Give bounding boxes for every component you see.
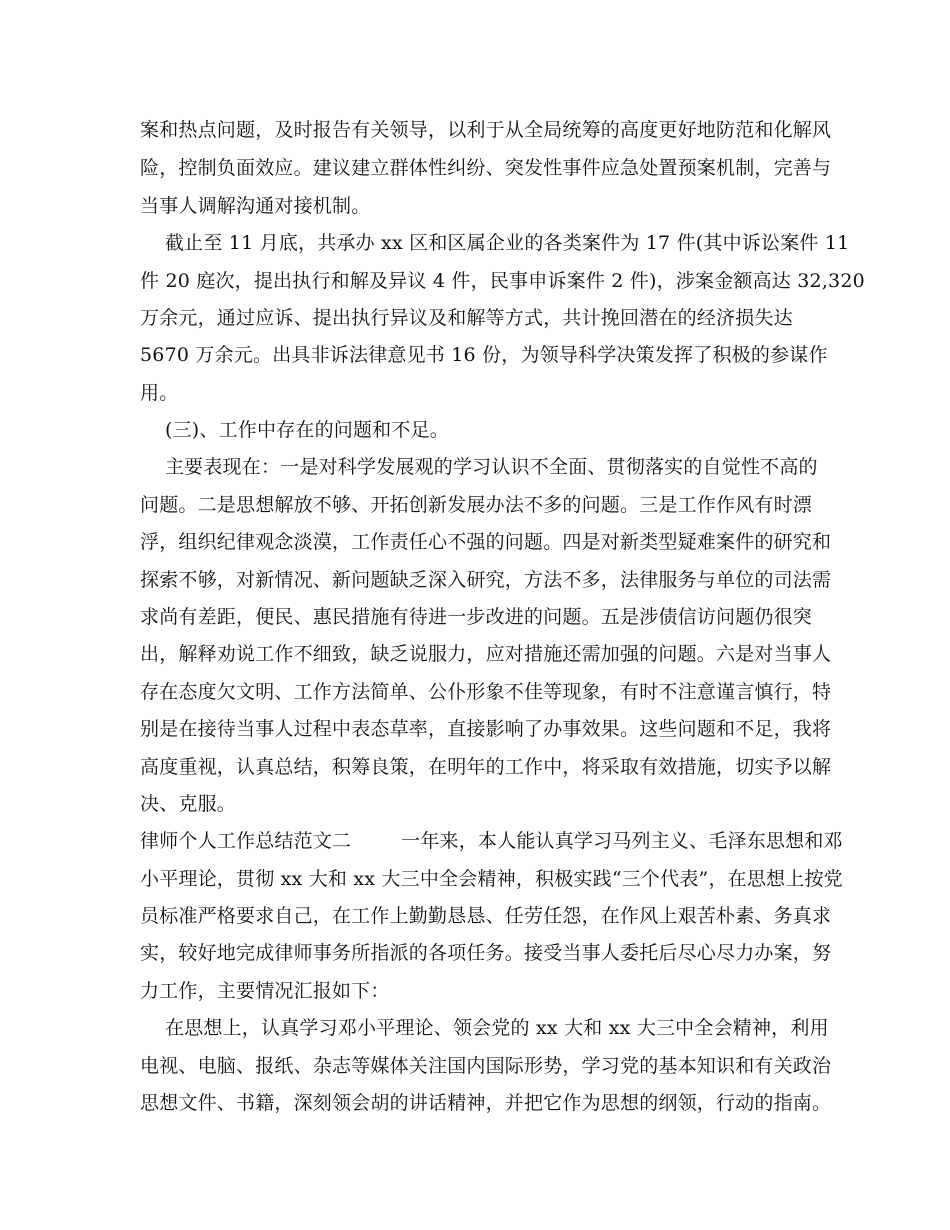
text-line: 高度重视，认真总结，积筹良策，在明年的工作中，将采取有效措施，切实予以解 xyxy=(140,756,832,778)
text-line: 思想文件、书籍，深刻领会胡的讲话精神，并把它作为思想的纲领，行动的指南。 xyxy=(140,1092,832,1114)
document-subtitle-line: 律师个人工作总结范文二 一年来，本人能认真学习马列主义、毛泽东思想和邓 xyxy=(140,830,843,852)
text-line: 当事人调解沟通对接机制。 xyxy=(140,195,371,217)
text-line: 力工作，主要情况汇报如下： xyxy=(140,980,390,1002)
text-line: 探索不够，对新情况、新问题缺乏深入研究，方法不多，法律服务与单位的司法需 xyxy=(140,569,832,591)
text-line: 电视、电脑、报纸、杂志等媒体关注国内国际形势，学习党的基本知识和有关政治 xyxy=(140,1055,832,1077)
text-line: 别是在接待当事人过程中表态草率，直接影响了办事效果。这些问题和不足，我将 xyxy=(140,718,832,740)
text-line: 截止至 11 月底，共承办 xx 区和区属企业的各类案件为 17 件(其中诉讼案件 11 xyxy=(140,232,850,254)
text-line: 主要表现在：一是对科学发展观的学习认识不全面、贯彻落实的自觉性不高的 xyxy=(140,456,818,478)
text-line: 案和热点问题，及时报告有关领导，以利于从全局统筹的高度更好地防范和化解风 xyxy=(140,119,832,141)
text-line: 小平理论，贯彻 xx 大和 xx 大三中全会精神，积极实践“三个代表”，在思想上按党 xyxy=(140,868,843,890)
text-line: 用。 xyxy=(140,382,179,404)
text-line: 求尚有差距，便民、惠民措施有待进一步改进的问题。五是涉债信访问题仍很突 xyxy=(140,606,813,628)
text-line: 员标准严格要求自己，在工作上勤勤恳恳、任劳任怨，在作风上艰苦朴素、务真求 xyxy=(140,905,832,927)
text-line: 件 20 庭次，提出执行和解及异议 4 件，民事申诉案件 2 件)，涉案金额高达 32,320 xyxy=(140,270,865,292)
text-line: 万余元，通过应诉、提出执行异议及和解等方式，共计挽回潜在的经济损失达 xyxy=(140,307,793,329)
text-line: 实，较好地完成律师事务所指派的各项任务。接受当事人委托后尽心尽力办案，努 xyxy=(140,942,832,964)
text-line: 5670 万余元。出具非诉法律意见书 16 份，为领导科学决策发挥了积极的参谋作 xyxy=(140,344,828,366)
text-line: 出，解释劝说工作不细致，缺乏说服力，应对措施还需加强的问题。六是对当事人 xyxy=(140,643,832,665)
text-line: 决、克服。 xyxy=(140,793,237,815)
text-line: 在思想上，认真学习邓小平理论、领会党的 xx 大和 xx 大三中全会精神，利用 xyxy=(140,1017,829,1039)
text-line: 存在态度欠文明、工作方法简单、公仆形象不佳等现象，有时不注意谨言慎行，特 xyxy=(140,681,832,703)
text-line: 险，控制负面效应。建议建立群体性纠纷、突发性事件应急处置预案机制，完善与 xyxy=(140,157,832,179)
section-heading: (三)、工作中存在的问题和不足。 xyxy=(140,419,449,441)
text-line: 浮，组织纪律观念淡漠，工作责任心不强的问题。四是对新类型疑难案件的研究和 xyxy=(140,531,832,553)
text-line: 问题。二是思想解放不够、开拓创新发展办法不多的问题。三是工作作风有时漂 xyxy=(140,494,813,516)
